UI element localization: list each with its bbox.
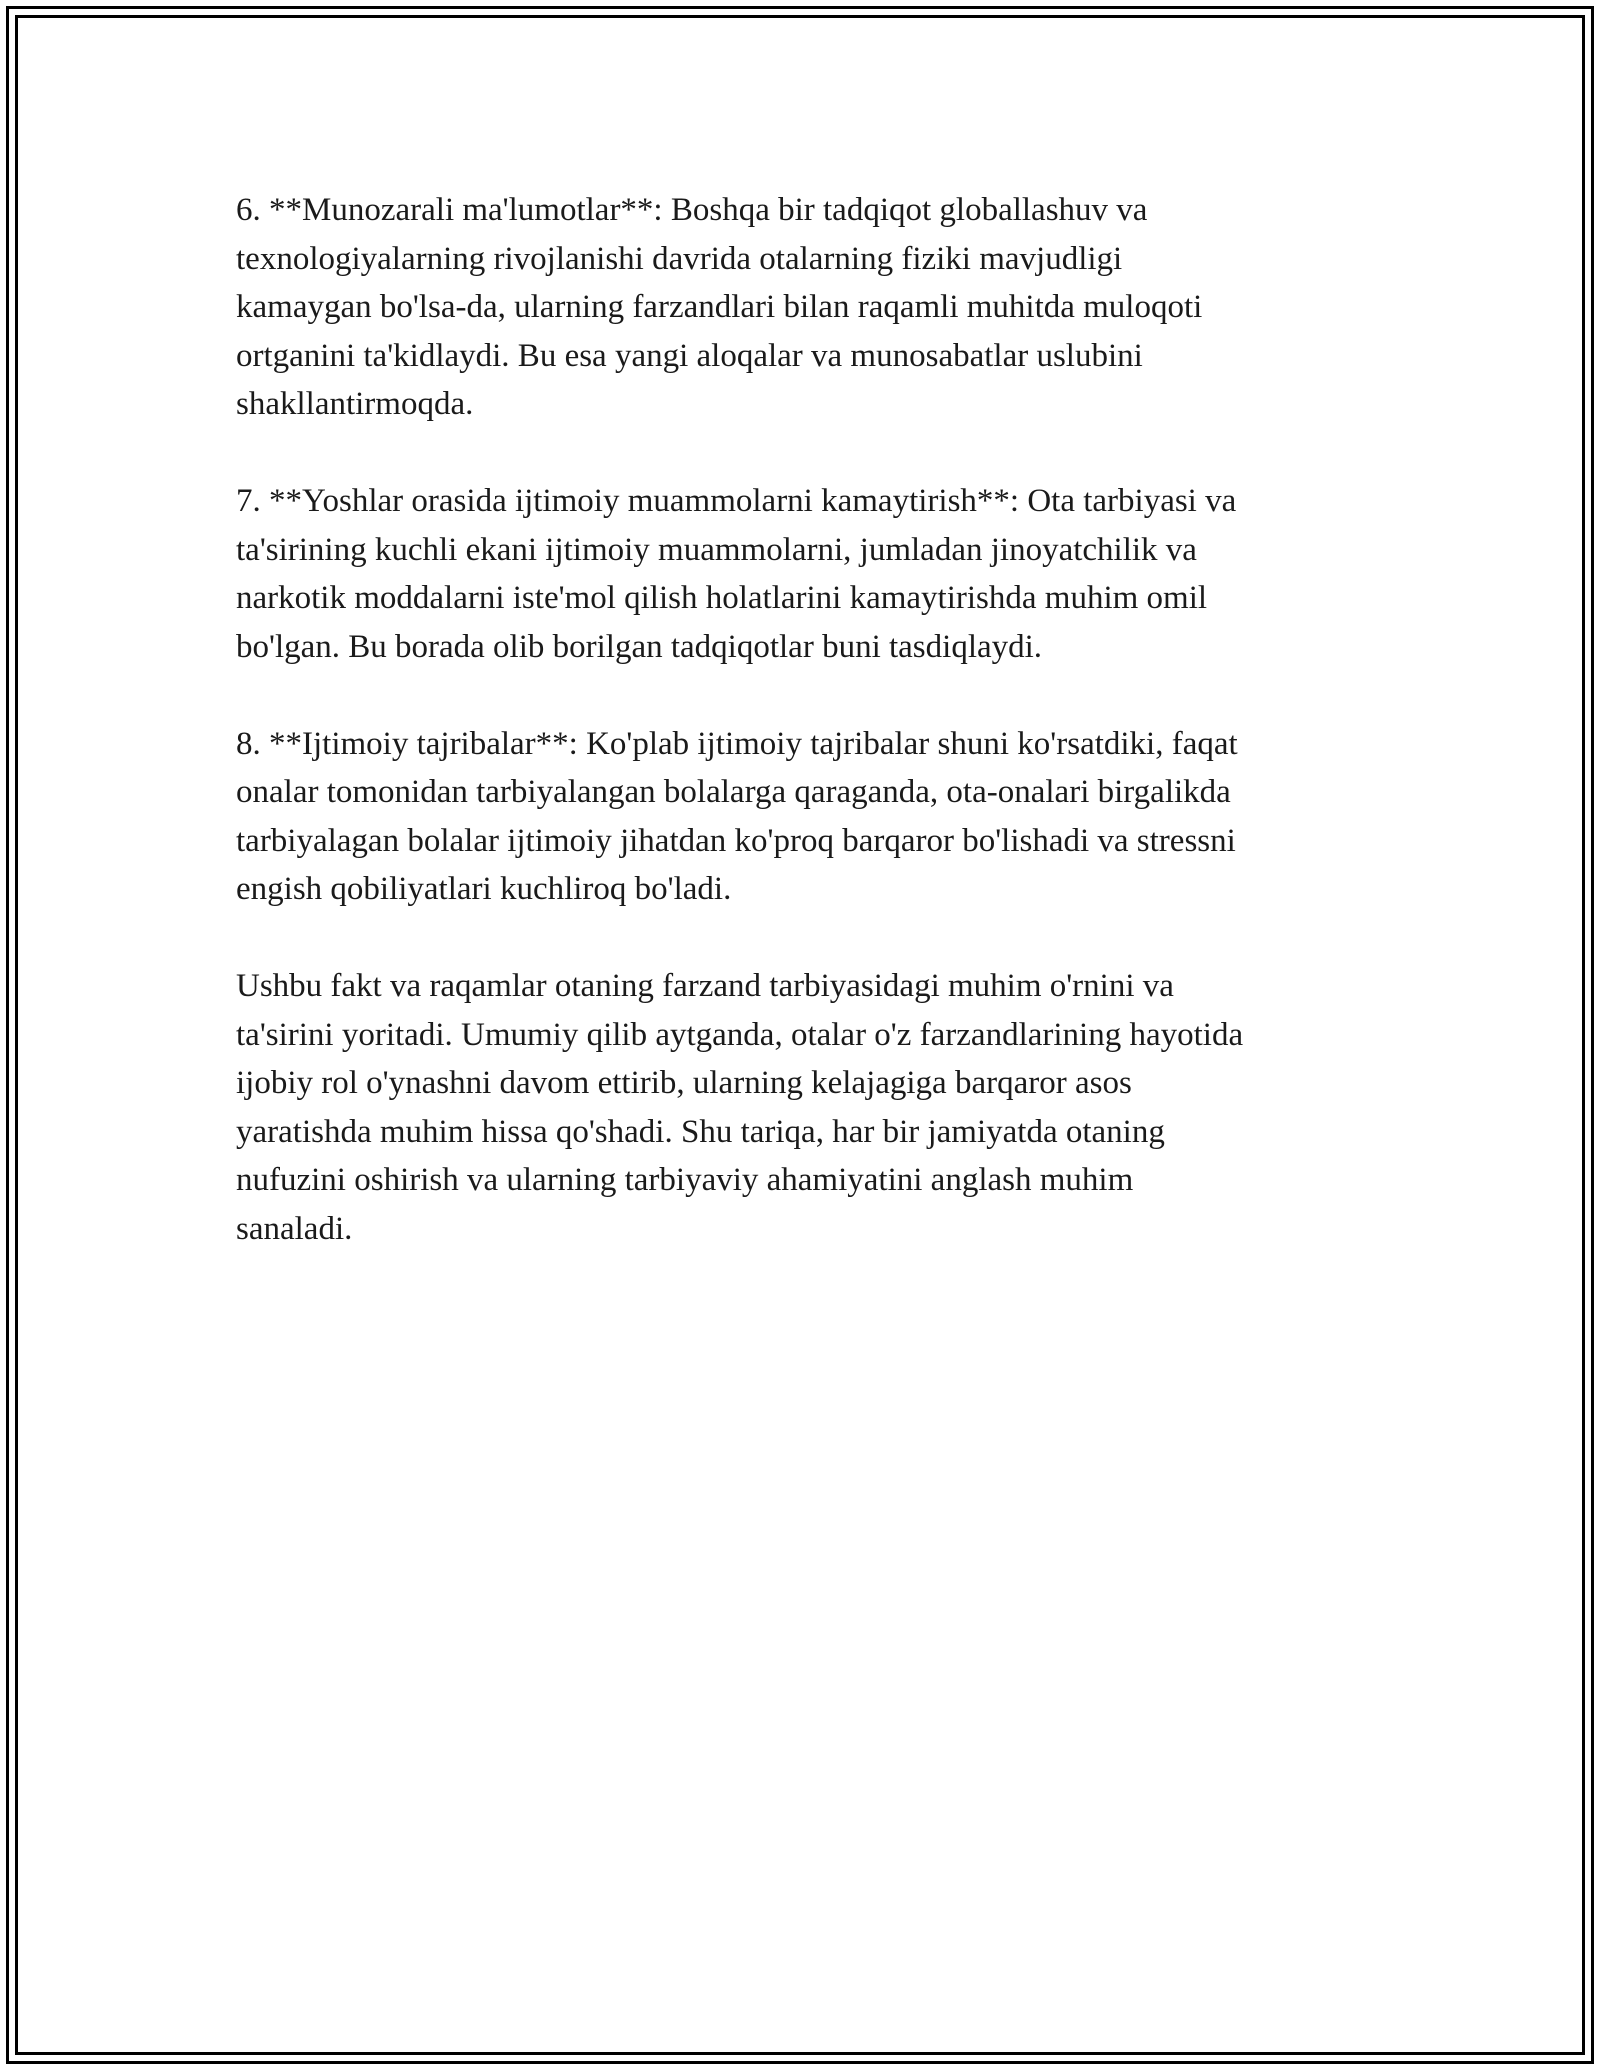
paragraph-7-youth-social-problems: 7. **Yoshlar orasida ijtimoiy muammolarni kamaytirish**: Ota tarbiyasi va ta'sirining kuchli ekani ijtimoiy muammolarni, jumladan jinoyatchilik va narkotik moddalarni iste'mol qilish holatlarini kamaytirishda muhim omil bo'lgan. Bu borada olib borilgan tadqiqotlar buni tasdiqlaydi. [236, 483, 1237, 665]
paragraph-8-social-experiments: 8. **Ijtimoiy tajribalar**: Ko'plab ijtimoiy tajribalar shuni ko'rsatdiki, faqat onalar tomonidan tarbiyalangan bolalarga qaraganda, ota-onalari birgalikda tarbiyalagan bolalar ijtimoiy jihatdan ko'proq barqaror bo'lishadi va stressni engish qobiliyatlari kuchliroq bo'ladi. [236, 725, 1238, 907]
paragraph-conclusion: Ushbu fakt va raqamlar otaning farzand tarbiyasidagi muhim o'rnini va ta'sirini yoritadi. Umumiy qilib aytganda, otalar o'z farzandlarining hayotida ijobiy rol o'ynashni davom ettirib, ularning kelajagiga barqaror asos yaratishda muhim hissa qo'shadi. Shu tariqa, har bir jamiyatda otaning nufuzini oshirish va ularning tarbiyaviy ahamiyatini anglash muhim sanaladi. [236, 968, 1244, 1247]
document-body [236, 186, 1376, 1302]
paragraph-6-disputed-data: 6. **Munozarali ma'lumotlar**: Boshqa bir tadqiqot globallashuv va texnologiyalarning rivojlanishi davrida otalarning fiziki mavjudligi kamaygan bo'lsa-da, ularning farzandlari bilan raqamli muhitda muloqoti ortganini ta'kidlaydi. Bu esa yangi aloqalar va munosabatlar uslubini shakllantirmoqda. [236, 192, 1203, 422]
